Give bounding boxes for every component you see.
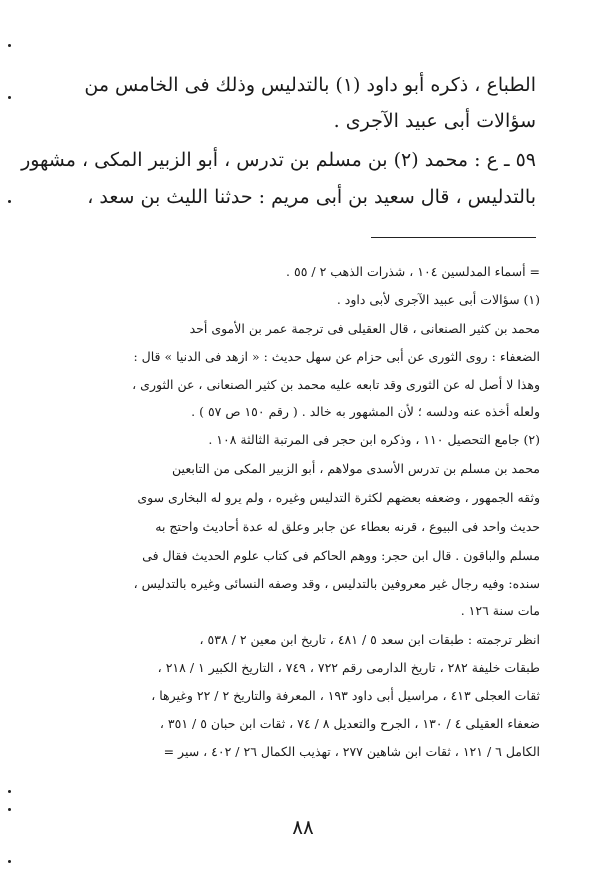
body-line-3-entry-59: ٥٩ ـ ع : محمد (٢) بن مسلم بن تدرس ، أبو الزبير المكى ، مشهور (21, 149, 536, 171)
footnote-separator (371, 237, 536, 238)
scan-mark (8, 808, 11, 811)
footnote-line: ولعله أخذه عنه ودلسه ؛ لأن المشهور به خالد . ( رقم ١٥٠ ص ٥٧ ) . (191, 404, 540, 419)
footnote-line: مات سنة ١٢٦ . (460, 603, 540, 618)
footnote-line: ثقات العجلى ٤١٣ ، مراسيل أبى داود ١٩٣ ، المعرفة والتاريخ ٢ / ٢٢ وغيرها ، (151, 688, 540, 703)
footnote-line: انظر ترجمته : طبقات ابن سعد ٥ / ٤٨١ ، تاريخ ابن معين ٢ / ٥٣٨ ، (199, 632, 540, 647)
footnote-line: ضعفاء العقيلى ٤ / ١٣٠ ، الجرح والتعديل ٨ / ٧٤ ، ثقات ابن حبان ٥ / ٣٥١ ، (159, 716, 540, 731)
footnote-line: الكامل ٦ / ١٢١ ، ثقات ابن شاهين ٢٧٧ ، تهذيب الكمال ٢٦ / ٤٠٢ ، سير = (163, 744, 540, 759)
footnote-1-heading: (١) سؤالات أبى عبيد الآجرى لأبى داود . (336, 292, 540, 307)
scan-mark (8, 96, 11, 99)
scan-mark (8, 200, 11, 203)
footnote-line: الضعفاء : روى الثورى عن أبى حزام عن سهل حديث : « ازهد فى الدنيا » قال : (133, 349, 540, 364)
body-line-2: سؤالات أبى عبيد الآجرى . (333, 110, 536, 132)
body-line-4: بالتدليس ، قال سعيد بن أبى مريم : حدثنا الليث بن سعد ، (87, 186, 536, 208)
footnote-line: مسلم والباقون . قال ابن حجر: ووهم الحاكم فى كتاب علوم الحديث فقال فى (142, 548, 540, 563)
scan-mark (8, 790, 11, 793)
footnote-line: = أسماء المدلسين ١٠٤ ، شذرات الذهب ٢ / ٥٥ . (286, 264, 540, 279)
footnote-line: طبقات خليفة ٢٨٢ ، تاريخ الدارمى رقم ٧٢٢ ، ٧٤٩ ، التاريخ الكبير ١ / ٢١٨ ، (157, 660, 540, 675)
footnote-2-heading: (٢) جامع التحصيل ١١٠ ، وذكره ابن حجر فى المرتبة الثالثة ١٠٨ . (208, 432, 540, 447)
footnote-line: حديث واحد فى البيوع ، قرنه بعطاء عن جابر وعلق له عدة أحاديث واحتج به (155, 519, 540, 534)
footnote-line: وهذا لا أصل له عن الثورى وقد تابعه عليه محمد بن كثير الصنعانى ، عن الثورى ، (132, 377, 540, 392)
scan-mark (8, 860, 11, 863)
body-line-1: الطباع ، ذكره أبو داود (١) بالتدليس وذلك فى الخامس من (84, 74, 536, 96)
scan-mark (8, 44, 11, 47)
footnote-line: سنده: وفيه رجال غير معروفين بالتدليس ، وقد وصفه النسائى وغيره بالتدليس ، (133, 576, 540, 591)
page-number: ٨٨ (292, 815, 314, 839)
footnote-line: وثقه الجمهور ، وضعفه بعضهم لكثرة التدليس وغيره ، ولم يرو له البخارى سوى (137, 490, 540, 505)
footnote-line: محمد بن كثير الصنعانى ، قال العقيلى فى ترجمة عمر بن الأموى أحد (189, 321, 540, 336)
footnote-line: محمد بن مسلم بن تدرس الأسدى مولاهم ، أبو الزبير المكى من التابعين (172, 461, 540, 476)
